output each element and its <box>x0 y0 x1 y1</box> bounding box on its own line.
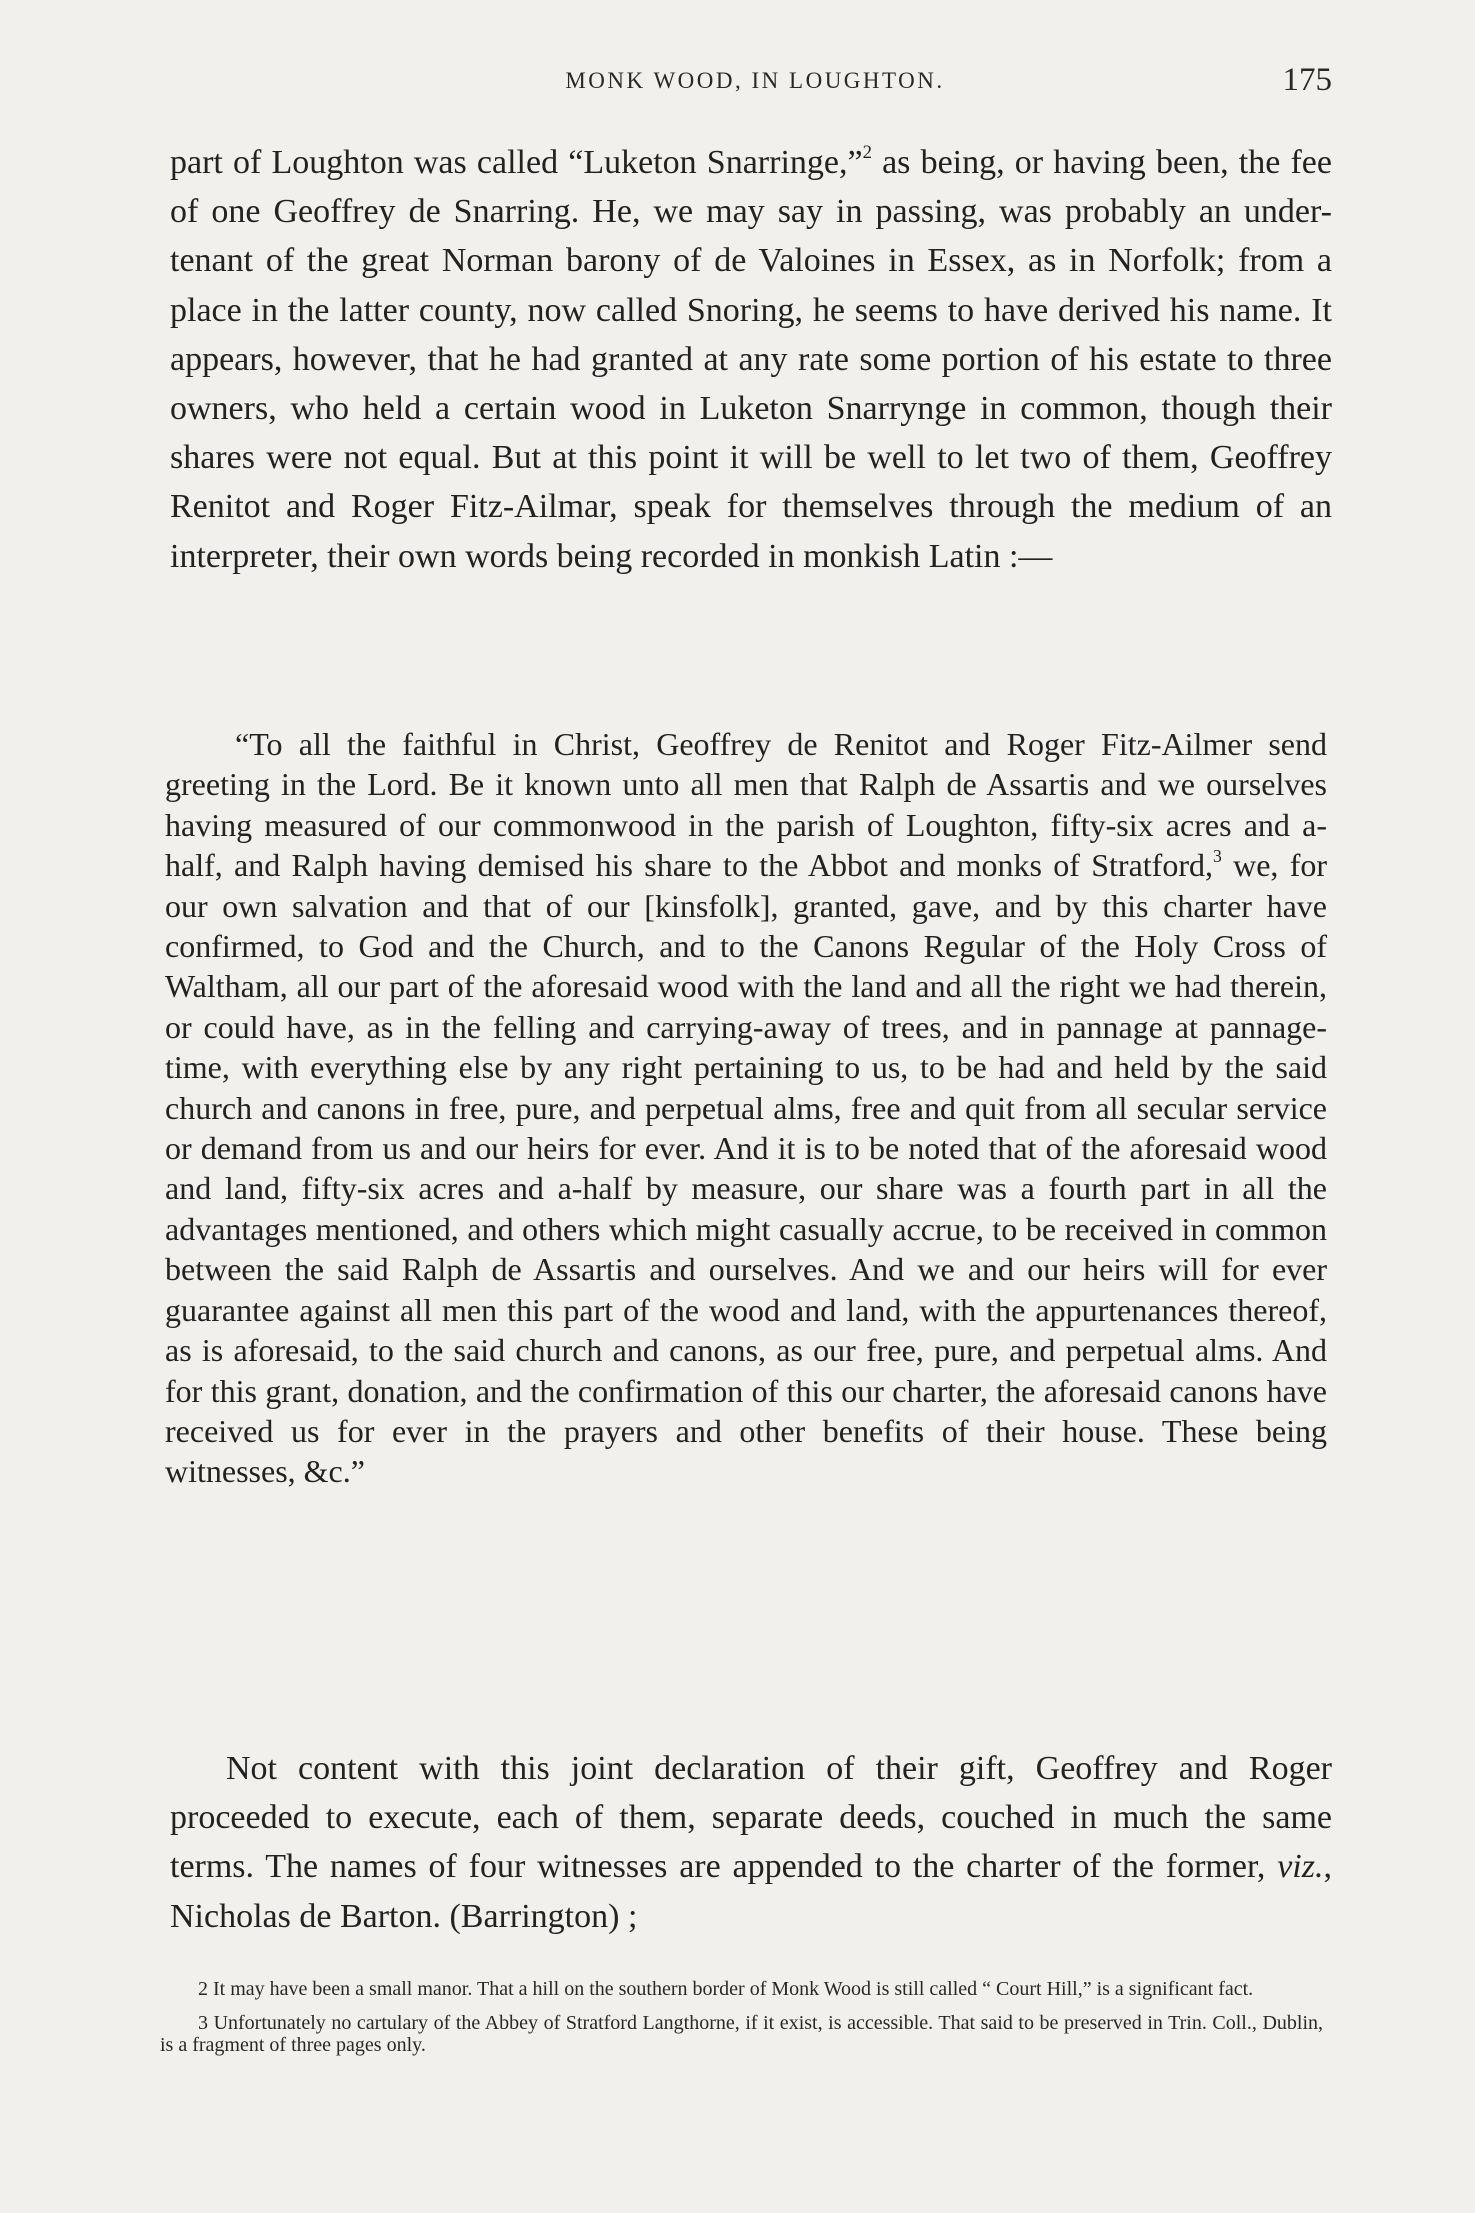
footnotes <box>160 1978 1323 2068</box>
viz-abbreviation: viz. <box>1277 1848 1324 1886</box>
charter-quotation-text-b: we, for our own salvation and that of our [kinsfolk], granted, gave, and by this charter have confirmed, to God and the Church, and to the Canons Regular of the Holy Cross of Waltham, all our part of the aforesaid wood with the land and all the right we had therein, or could have, as in the felling and carrying-away of trees, and in pannage at pannage-time, with everything else by any right pertaining to us, to be had and held by the said church and canons in free, pure, and perpetual alms, free and quit from all secular service or demand from us and our heirs for ever. And it is to be noted that of the aforesaid wood and land, fifty-six acres and a-half by measure, our share was a fourth part in all the advantages mentioned, and others which might casually accrue, to be received in common between the said Ralph de Assartis and ourselves. And we and our heirs will for ever guarantee against all men this part of the wood and land, with the appurtenances thereof, as is aforesaid, to the said church and canons, as our free, pure, and perpetual alms. And for this grant, donation, and the confirmation of this our charter, the aforesaid canons have received us for ever in the prayers and other benefits of their house. These being witnesses, &c.” <box>165 847 1328 1490</box>
running-title: MONK WOOD, IN LOUGHTON. <box>565 68 945 93</box>
footnote-3: 3 Unfortunately no cartulary of the Abbey of Stratford Langthorne, if it exist, is accessible. That said to be preserved in Trin. Coll., Dublin, is a fragment of three pages only. <box>160 2012 1323 2056</box>
charter-quotation-text-a: “To all the faithful in Christ, Geoffrey de Renitot and Roger Fitz-Ailmer send greeting in the Lord. Be it known unto all men that Ralph de Assartis and we ourselves having measured of our commonwood in the parish of Loughton, fifty-six acres and a-half, and Ralph having demised his share to the Abbot and monks of Stratford, <box>165 726 1327 884</box>
footnote-ref-2: 2 <box>862 142 872 164</box>
paragraph-1 <box>170 138 1332 581</box>
paragraph-3-text-b: , Nicholas de Barton. (Barrington) ; <box>170 1848 1332 1935</box>
paragraph-3-text-a: Not content with this joint declaration of their gift, Geoffrey and Roger proceeded to execute, each of them, separate deeds, couched in much the same terms. The names of four witnesses are appended to the charter of the former, <box>170 1750 1332 1886</box>
footnote-2: 2 It may have been a small manor. That a hill on the southern border of Monk Wood is still called “ Court Hill,” is a significant fact. <box>198 1978 1254 2000</box>
paragraph-3 <box>170 1744 1332 1941</box>
footnote-ref-3: 3 <box>1213 846 1222 867</box>
charter-quotation <box>165 724 1327 1492</box>
page-number: 175 <box>1282 62 1332 98</box>
paragraph-1-text-b: as being, or having been, the fee of one Geoffrey de Snarring. He, we may say in passing, was probably an under-tenant of the great Norman barony of de Valoines in Essex, as in Norfolk; from a place in the latter county, now called Snoring, he seems to have derived his name. It appears, however, that he had granted at any rate some portion of his estate to three owners, who held a certain wood in Luketon Snarrynge in common, though their shares were not equal. But at this point it will be well to let two of them, Geoffrey Renitot and Roger Fitz-Ailmar, speak for themselves through the medium of an interpreter, their own words being recorded in monkish Latin :— <box>170 144 1332 575</box>
page-header <box>170 62 1340 112</box>
paragraph-1-text-a: part of Loughton was called “Luketon Snarringe,” <box>170 144 863 181</box>
